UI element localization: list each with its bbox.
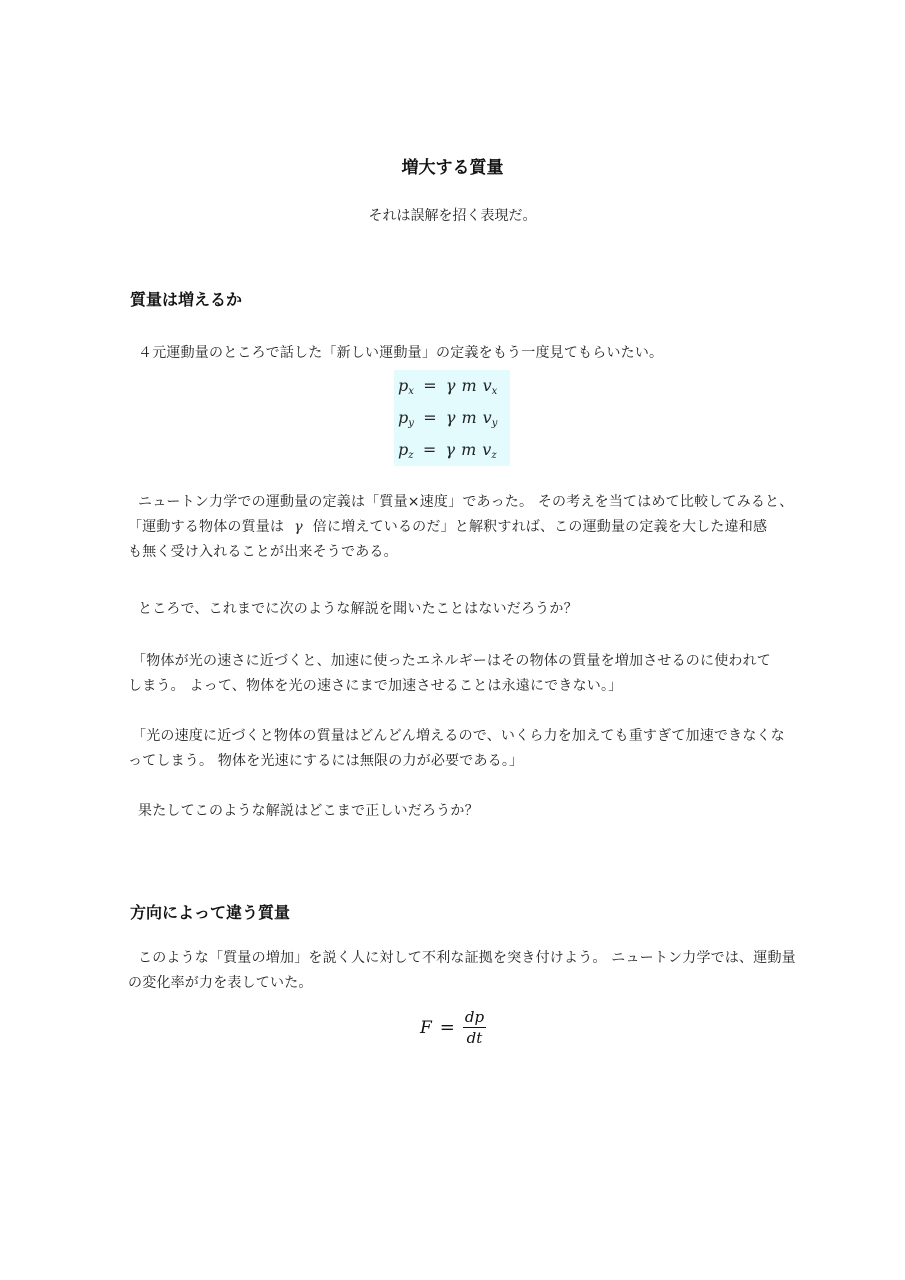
eq-velocity: v (482, 376, 492, 395)
fraction-denominator: dt (466, 1029, 483, 1047)
paragraph-line: このような「質量の増加」を説く人に対して不利な証拠を突き付けよう。 ニュートン力学では、運動量 (138, 950, 796, 966)
paragraph-line: も無く受け入れることが出来そうである。 (128, 544, 398, 560)
eq-velocity-sub: y (491, 418, 498, 429)
eq-lhs-sub: y (408, 418, 414, 429)
paragraph-line: 果たしてこのような解説はどこまで正しいだろうか？ (138, 803, 479, 819)
force-symbol: F (420, 1017, 432, 1038)
eq-lhs: p (398, 376, 409, 395)
eq-lhs: p (398, 408, 409, 427)
paragraph-line: の変化率が力を表していた。 (128, 975, 313, 991)
text-span: 「運動する物体の質量は (128, 519, 285, 535)
eq-mass: m (461, 408, 477, 427)
eq-velocity-sub: x (491, 386, 498, 397)
paragraph-line: しまう。 よって、物体を光の速さにまで加速させることは永遠にできない。」 (128, 678, 623, 694)
page-title: 増大する質量 (401, 158, 504, 178)
paragraph-line: 「光の速度に近づくと物体の質量はどんどん増えるので、いくら力を加えても重すぎて加速できなくな (132, 728, 785, 744)
paragraph-intro (128, 341, 788, 366)
equation-py (398, 402, 497, 434)
text-span: 倍に増えているのだ」と解釈すれば、この運動量の定義を大した違和感 (312, 519, 768, 535)
eq-gamma: γ (445, 440, 456, 459)
gamma-symbol: γ (294, 519, 303, 535)
section-heading-mass-increase: 質量は増えるか (130, 290, 243, 309)
eq-lhs-sub: z (408, 450, 414, 461)
paragraph-question (128, 597, 788, 622)
force-equation (420, 1008, 486, 1047)
eq-gamma: γ (445, 376, 456, 395)
section-heading-directional-mass: 方向によって違う質量 (130, 903, 291, 922)
eq-sign: = (439, 1017, 455, 1038)
equation-pz (398, 434, 497, 466)
eq-sign: = (423, 408, 437, 427)
quote-mass-explanation (128, 724, 788, 774)
quote-energy-explanation (128, 649, 788, 699)
paragraph-line (128, 515, 788, 540)
eq-lhs-sub: x (408, 386, 414, 397)
paragraph-line: 「物体が光の速さに近づくと、加速に使ったエネルギーはその物体の質量を増加させるのに使われて (132, 653, 771, 669)
eq-mass: m (461, 376, 477, 395)
eq-lhs: p (398, 440, 409, 459)
eq-gamma: γ (445, 408, 456, 427)
paragraph-evidence (128, 946, 796, 996)
page-subtitle: それは誤解を招く表現だ。 (368, 208, 537, 224)
paragraph-line: ってしまう。 物体を光速にするには無限の力が必要である。」 (128, 753, 524, 769)
paragraph-line: ところで、これまでに次のような解説を聞いたことはないだろうか？ (138, 601, 578, 617)
paragraph-line: ４元運動量のところで話した「新しい運動量」の定義をもう一度見てもらいたい。 (138, 345, 664, 361)
eq-mass: m (461, 440, 477, 459)
eq-sign: = (423, 376, 437, 395)
eq-sign: = (422, 440, 437, 459)
paragraph-doubt (128, 799, 788, 824)
eq-velocity-sub: z (491, 450, 497, 461)
eq-velocity: v (482, 408, 492, 427)
fraction-numerator: dp (464, 1008, 485, 1026)
paragraph-newtonian-momentum (128, 490, 794, 565)
derivative-fraction (463, 1008, 486, 1047)
eq-velocity: v (482, 440, 492, 459)
equation-px (398, 370, 497, 402)
paragraph-line: ニュートン力学での運動量の定義は「質量×速度」であった。 その考えを当てはめて比較してみると、 (138, 494, 794, 510)
momentum-equations-box (394, 370, 510, 466)
